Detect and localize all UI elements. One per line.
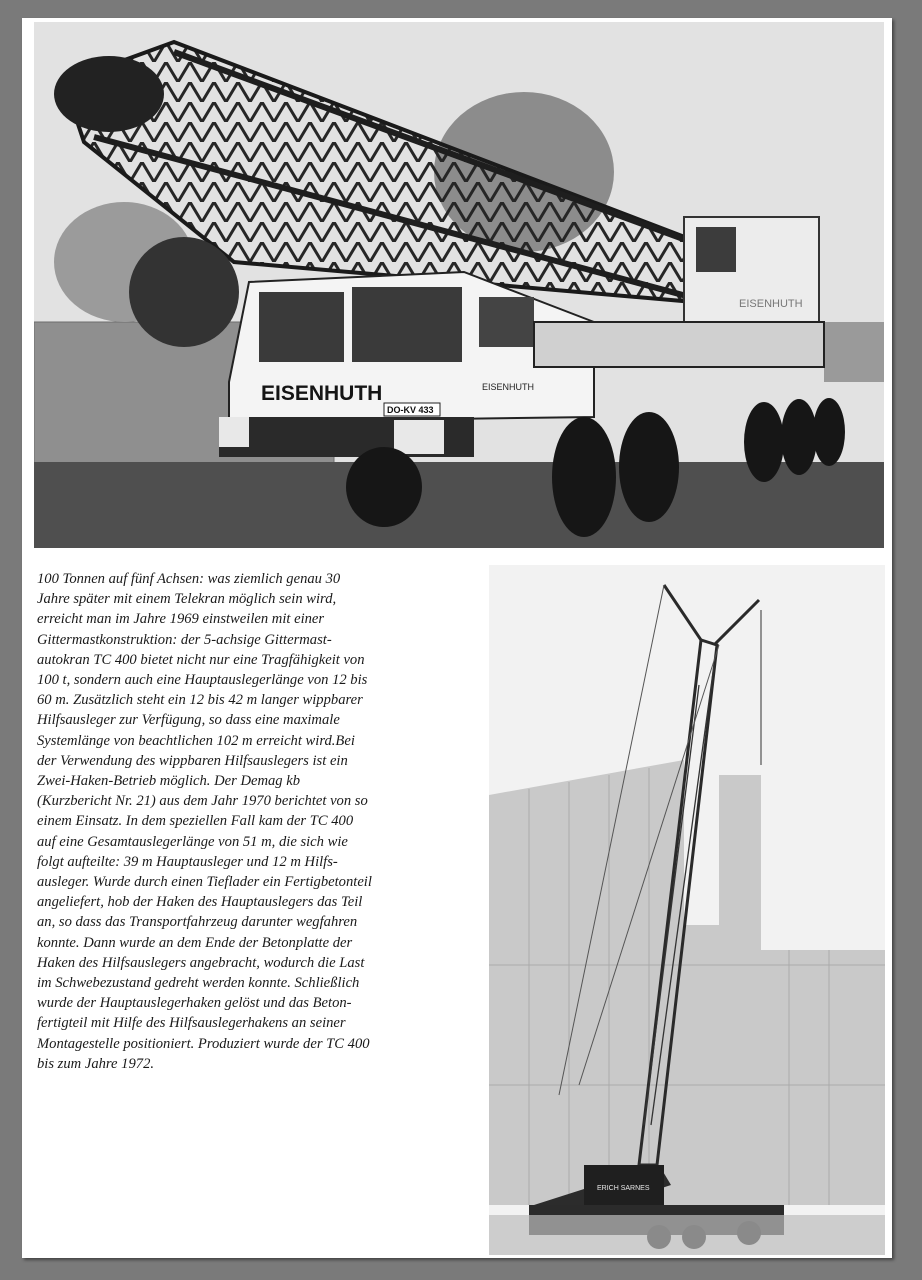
caption-text: 100 Tonnen auf fünf Achsen: was ziemlich genau 30 Jahre später mit einem Telekran möglich sein wird, erreicht man im Jahre 1969 einstweilen mit einer Gittermastkonstruktion: der 5-achsige Gittermast- autokran TC 400 bietet nicht nur eine Tragfähigkeit von 100 t, sondern auch eine Hauptauslegerlänge von 12 bis 60 m. Zusätzlich steht ein 12 bis 42 m langer wippbarer Hilfsausleger zur Verfügung, so dass eine maximale Systemlänge von beachtlichen 102 m erreicht wird.Bei der Verwendung des wippbaren Hilfsauslegers ist ein Zwei-Haken-Betrieb möglich. Der Demag kb (Kurzbericht Nr. 21) aus dem Jahr 1970 berichtet von so einem Einsatz. In dem speziellen Fall kam der TC 400 auf eine Gesamtauslegerlänge von 51 m, die sich wie folgt aufteilte: 39 m Hauptausleger und 12 m Hilfs- ausleger. Wurde durch einen Tieflader ein Fertigbetonteil angeliefert, hob der Haken des Hauptauslegers das Teil an, so dass das Transportfahrzeug darunter wegfahren konnte. Dann wurde an dem Ende der Betonplatte der Haken des Hilfsauslegers angebracht, wodurch die Last im Schwebezustand gedreht werden konnte. Schließlich wurde der Hauptauslegerhaken gelöst und das Beton- fertigteil mit Hilfe des Hilfsauslegerhakens an seiner Montagestelle positioniert. Produziert wurde der TC 400 bis zum Jahre 1972. (37, 571, 372, 1072)
superstructure-lettering: EISENHUTH (739, 298, 803, 310)
truck-brand-lettering: EISENHUTH (261, 382, 383, 405)
crane-lift-photo (489, 565, 885, 1255)
document-page (22, 18, 892, 1258)
crane-lettering: ERICH SARNES (597, 1185, 650, 1192)
license-plate: DO-KV 433 (387, 405, 434, 415)
cab-company-lettering: EISENHUTH (482, 382, 535, 392)
crane-truck-photo (34, 22, 884, 548)
